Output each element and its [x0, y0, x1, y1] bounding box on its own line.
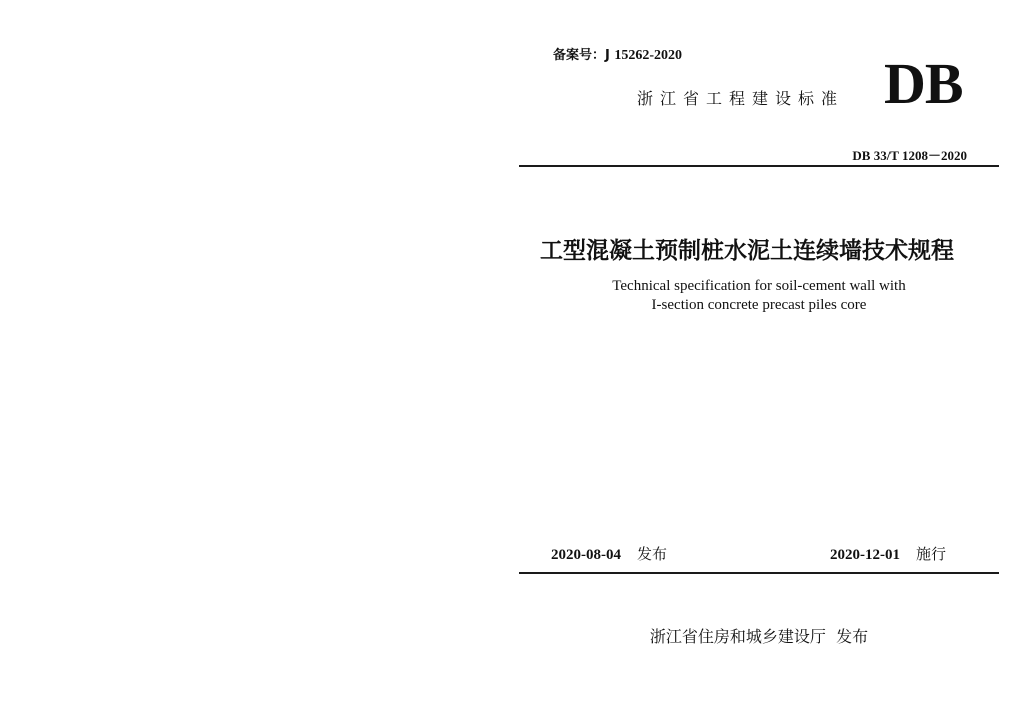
record-label: 备案号：J [553, 48, 610, 63]
title-english-line-2: I-section concrete precast piles core [651, 297, 867, 313]
issue-verb: 发布 [637, 545, 668, 563]
bottom-divider [519, 572, 999, 574]
title-english-line-1: Technical specification for soil-cement wall with [612, 278, 906, 294]
publisher: 浙江省住房和城乡建设厅 发布 [649, 627, 869, 646]
standard-code: DB 33/T 1208－2020 [852, 148, 967, 163]
issue-info [551, 543, 667, 564]
record-number [553, 44, 682, 64]
standard-series: 浙江省工程建设标准 [637, 89, 845, 108]
issue-date: 2020-08-04 [551, 547, 621, 563]
effective-date: 2020-12-01 [830, 547, 900, 563]
record-value: 15262-2020 [614, 48, 683, 63]
effective-info [830, 543, 946, 564]
title-chinese: 工型混凝土预制桩水泥土连续墙技术规程 [540, 237, 954, 264]
db-logo-mark: DB [884, 51, 963, 116]
top-divider [519, 165, 999, 167]
effective-verb: 施行 [916, 545, 947, 563]
